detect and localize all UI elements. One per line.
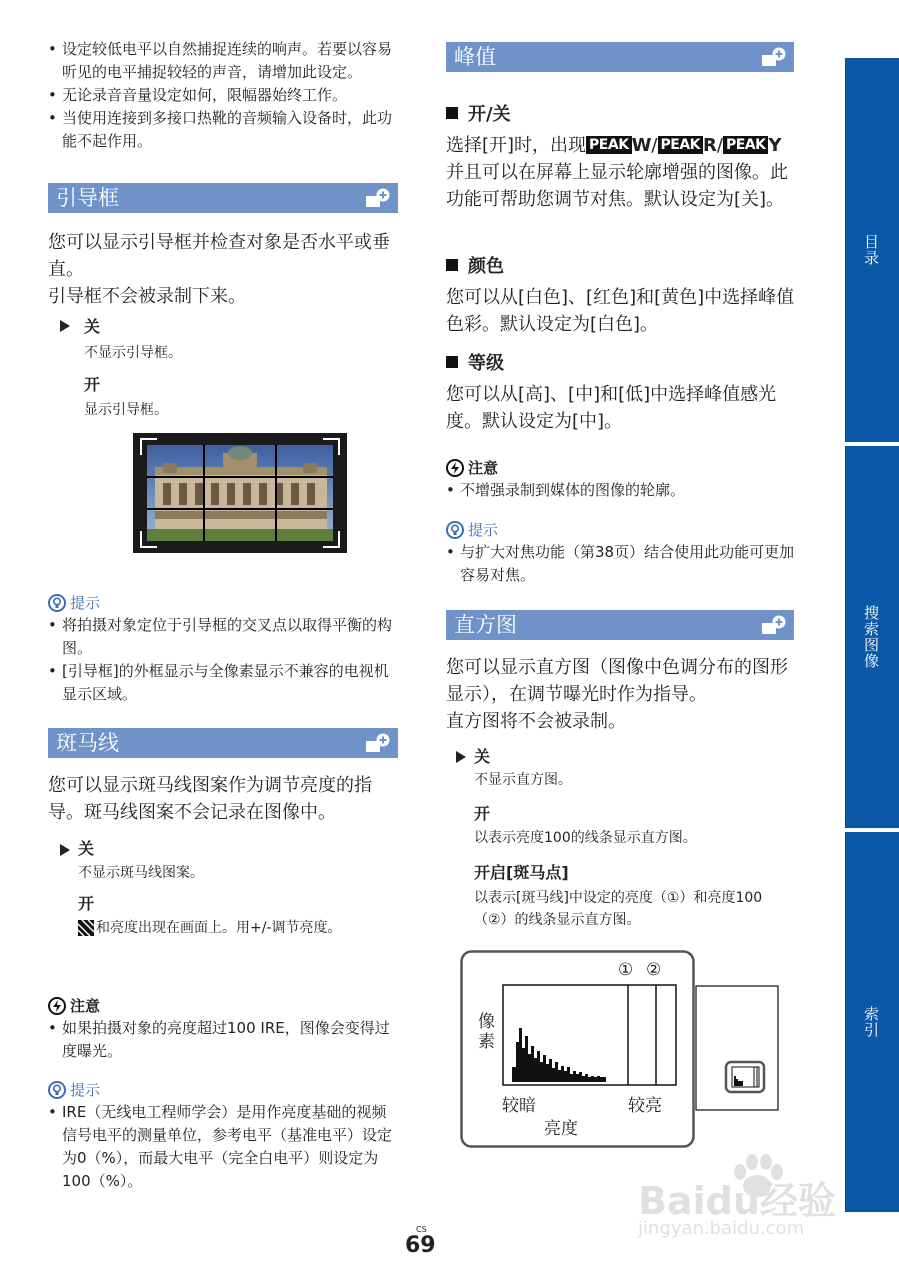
menu-plus-icon <box>364 732 392 754</box>
option-on-desc: 和亮度出现在画面上。用+/-调节亮度。 <box>96 920 342 936</box>
option-off-title: 关 <box>474 747 491 766</box>
menu-plus-icon <box>760 46 788 68</box>
guide-frame-header <box>48 183 398 213</box>
list-item: • 当使用连接到多接口热靴的音频输入设备时，此功能不起作用。 <box>48 107 398 153</box>
peak-badge-icon: PEAK <box>723 136 769 154</box>
peaking-tips <box>446 541 796 587</box>
tip-heading: 提示 <box>446 519 498 541</box>
list-item: • 无论录音音量设定如何，限幅器始终工作。 <box>48 84 398 107</box>
histogram-diagram <box>460 950 780 1150</box>
caution-icon <box>446 459 464 477</box>
square-bullet-icon <box>446 356 458 368</box>
page-number: 69 <box>405 1233 436 1258</box>
baidu-watermark <box>638 1150 848 1260</box>
option-off-desc: 不显示斑马线图案。 <box>78 865 204 881</box>
zebra-tips <box>48 1101 398 1193</box>
histogram-intro-2: 直方图将不会被录制。 <box>446 711 626 732</box>
guide-frame-intro-2: 引导框不会被录制下来。 <box>48 286 246 307</box>
watermark-logo: Baidu经验 <box>638 1179 836 1223</box>
histogram-intro-1: 您可以显示直方图（图像中色调分布的图形显示），在调节曝光时作为指导。 <box>446 657 788 705</box>
option-on-title: 开 <box>474 804 491 823</box>
section-title: 斑马线 <box>56 731 119 755</box>
option-on-title: 开 <box>84 375 101 394</box>
x-axis-dark-label: 较暗 <box>502 1096 536 1116</box>
list-item: • IRE（无线电工程师学会）是用作亮度基础的视频信号电平的测量单位，参考电平（基准电平）设定为0（%），而最大电平（完全白电平）则设定为100（%）。 <box>48 1101 398 1193</box>
peaking-level-text: 您可以从[高]、[中]和[低]中选择峰值感光度。默认设定为[中]。 <box>446 384 777 432</box>
list-item: • 不增强录制到媒体的图像的轮廓。 <box>446 479 796 502</box>
note-heading: 注意 <box>48 995 100 1017</box>
side-tab-search-image[interactable]: 搜索图像 <box>845 446 899 828</box>
tip-icon <box>446 521 464 539</box>
default-marker-icon <box>58 842 72 861</box>
peaking-sub-color: 颜色 <box>446 254 504 280</box>
list-item: • 如果拍摄对象的亮度超过100 IRE，图像会变得过度曝光。 <box>48 1017 398 1063</box>
marker-1-label: ① <box>618 960 634 980</box>
histogram-header <box>446 610 794 640</box>
square-bullet-icon <box>446 259 458 271</box>
guide-frame-intro-1: 您可以显示引导框并检查对象是否水平或垂直。 <box>48 232 390 280</box>
audio-bullets <box>48 38 398 153</box>
list-item: • 与扩大对焦功能（第38页）结合使用此功能可更加容易对焦。 <box>446 541 796 587</box>
peak-badge-icon: PEAK <box>658 136 704 154</box>
peaking-color-text: 您可以从[白色]、[红色]和[黄色]中选择峰值色彩。默认设定为[白色]。 <box>446 287 795 335</box>
option-zebra-desc: 以表示[斑马线]中设定的亮度（①）和亮度100（②）的线条显示直方图。 <box>474 890 763 928</box>
peaking-sub-onoff: 开/关 <box>446 102 511 128</box>
side-tab-contents[interactable]: 目录 <box>845 58 899 442</box>
option-off-title: 关 <box>78 839 95 858</box>
tip-heading: 提示 <box>48 1079 100 1101</box>
option-on-desc: 以表示亮度100的线条显示直方图。 <box>474 830 697 846</box>
zebra-intro: 您可以显示斑马线图案作为调节亮度的指导。斑马线图案不会记录在图像中。 <box>48 775 372 823</box>
section-title: 引导框 <box>56 186 119 210</box>
menu-plus-icon <box>760 614 788 636</box>
guide-frame-tips <box>48 614 398 706</box>
option-off-title: 关 <box>84 317 101 336</box>
watermark-url: jingyan.baidu.com <box>638 1218 805 1239</box>
peaking-sub-level: 等级 <box>446 351 504 377</box>
tip-heading: 提示 <box>48 592 100 614</box>
peaking-onoff-text: 选择[开]时，出现 PEAK W/ PEAK R/ PEAK Y并且可以在屏幕上显示轮廓增强的图像。此功能可帮助您调节对焦。默认设定为[关]。 <box>446 135 788 210</box>
tip-icon <box>48 594 66 612</box>
list-item: • [引导框]的外框显示与全像素显示不兼容的电视机显示区域。 <box>48 660 398 706</box>
list-item: • 将拍摄对象定位于引导框的交叉点以取得平衡的构图。 <box>48 614 398 660</box>
x-axis-bright-label: 较亮 <box>628 1096 662 1116</box>
zebra-notes <box>48 1017 398 1063</box>
option-off-desc: 不显示引导框。 <box>84 345 182 361</box>
section-title: 直方图 <box>454 613 517 637</box>
option-on-desc: 显示引导框。 <box>84 402 168 418</box>
section-title: 峰值 <box>454 45 496 69</box>
y-axis-label: 像素 <box>478 1012 495 1052</box>
menu-plus-icon <box>364 187 392 209</box>
tip-icon <box>48 1081 66 1099</box>
default-marker-icon <box>58 318 72 337</box>
side-tab-index[interactable]: 索引 <box>845 832 899 1212</box>
peaking-header <box>446 42 794 72</box>
option-off-desc: 不显示直方图。 <box>474 772 572 788</box>
note-heading: 注意 <box>446 457 498 479</box>
x-axis-label: 亮度 <box>544 1119 578 1139</box>
list-item: • 设定较低电平以自然捕捉连续的响声。若要以容易听见的电平捕捉较轻的声音，请增加此设定。 <box>48 38 398 84</box>
option-zebra-title: 开启[斑马点] <box>474 863 569 882</box>
page-language-code: CS <box>416 1225 427 1234</box>
caution-icon <box>48 997 66 1015</box>
square-bullet-icon <box>446 107 458 119</box>
marker-2-label: ② <box>646 960 662 980</box>
zebra-header <box>48 728 398 758</box>
histogram-svg <box>460 950 780 1150</box>
peak-badge-icon: PEAK <box>586 136 632 154</box>
option-on-title: 开 <box>78 894 95 913</box>
peaking-notes <box>446 479 796 502</box>
guide-frame-example-image <box>133 433 347 553</box>
default-marker-icon <box>454 749 468 768</box>
